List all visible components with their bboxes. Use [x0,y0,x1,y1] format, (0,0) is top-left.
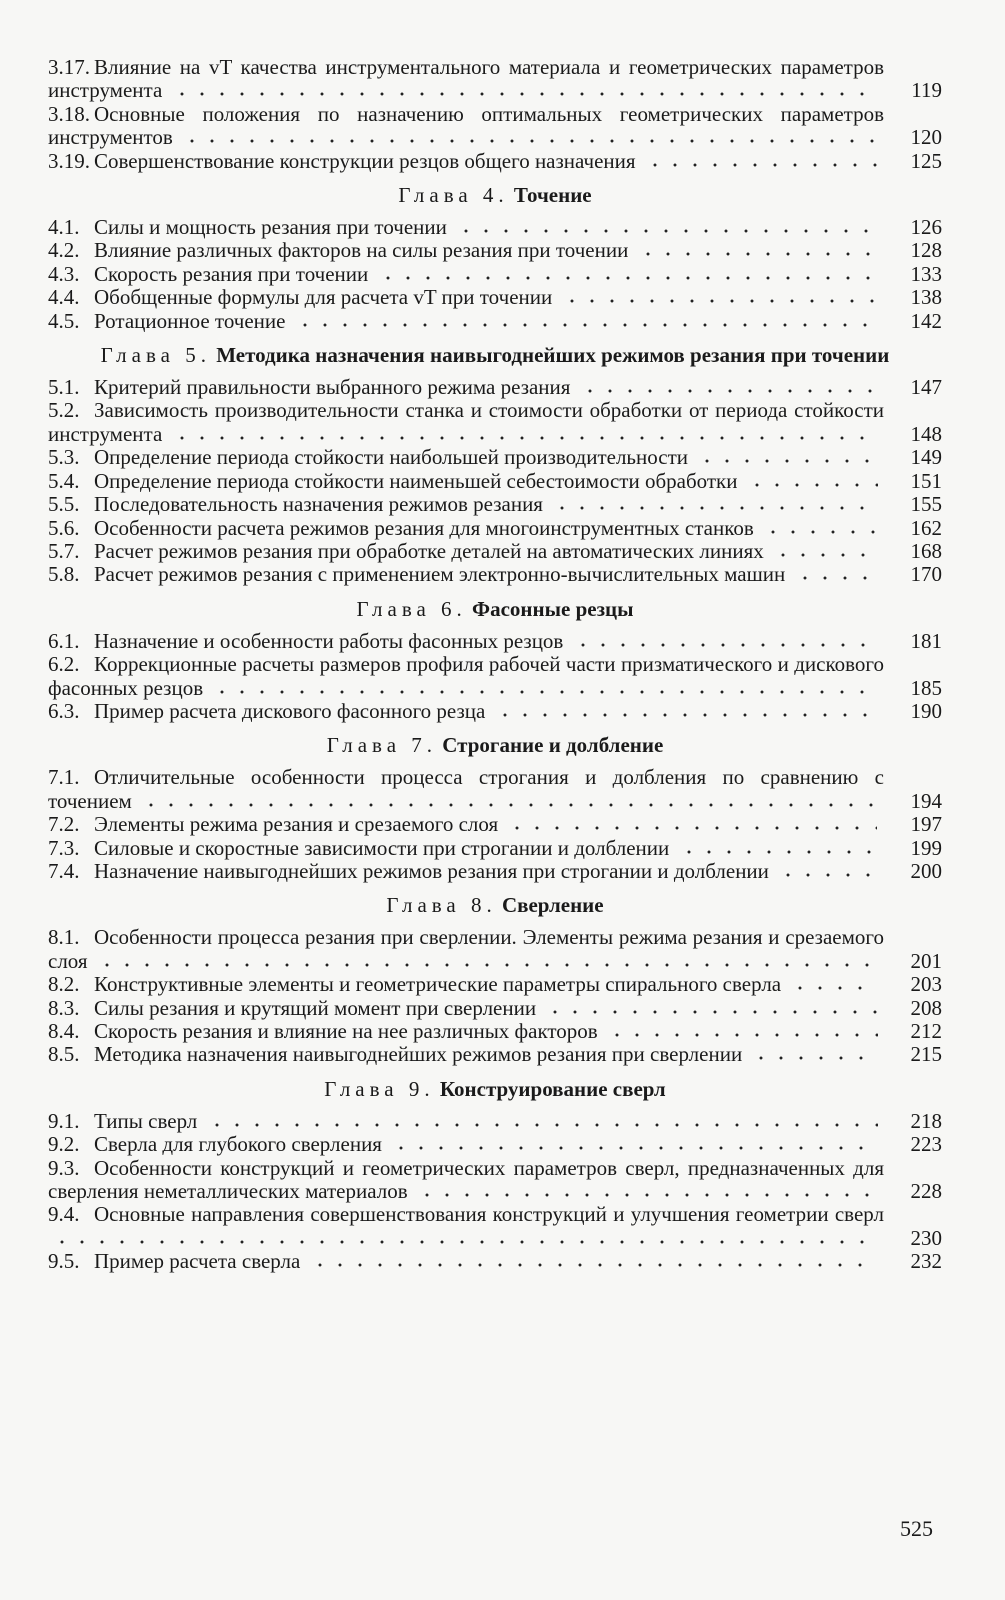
dot-leader [452,220,877,234]
toc-entry[interactable] [48,239,942,262]
section-title: Основные направления совершенствования конструкций и улучшения геометрии сверл [94,1202,884,1227]
section-title: Зависимость производительности станка и стоимости обработки от периода стойкости инструмента [48,398,884,446]
page-ref: 218 [910,1108,942,1133]
section-number: 5.2. [48,398,80,423]
section-title: Ротационное точение [94,308,286,333]
section-title: Влияние на vT качества инструментального материала и геометрических параметров инструмента [48,55,884,103]
section-title: Основные положения по назначению оптимальных геометрических параметров инструментов [48,101,884,150]
page-ref: 126 [910,215,942,240]
toc-entry[interactable] [48,263,942,286]
toc-entry[interactable] [48,310,942,333]
section-title: Назначение наивыгоднейших режимов резания при строгании и долблении [94,858,769,883]
toc-entry[interactable] [48,540,942,563]
section-title: Влияние различных факторов на силы резания при точении [94,238,629,263]
section-number: 5.1. [48,375,80,400]
page-ref: 203 [910,972,942,997]
section-number: 7.3. [48,835,80,860]
chapter-heading [48,1077,942,1101]
dot-leader [503,817,877,831]
toc-entry[interactable] [48,216,942,239]
toc-entry[interactable] [48,653,942,700]
page-ref: 148 [910,421,942,446]
chapter-heading [48,183,942,207]
toc-entry[interactable] [48,1250,942,1273]
section-title: Типы сверл [94,1108,198,1133]
page-ref: 199 [910,835,942,860]
section-number: 5.5. [48,492,80,517]
toc-entry[interactable] [48,150,942,173]
dot-leader [93,954,878,968]
section-number: 4.2. [48,238,80,263]
page-ref: 120 [910,125,942,150]
page-ref: 212 [910,1019,942,1043]
dot-leader [168,83,878,97]
toc-entry[interactable] [48,860,942,883]
chapter-heading [48,597,942,621]
dot-leader [548,497,877,511]
toc-entry[interactable] [48,1133,942,1156]
dot-leader [203,1114,878,1128]
page-ref: 168 [910,538,942,563]
toc-entry[interactable] [48,813,942,836]
page-ref: 185 [910,675,942,700]
section-title: Силы и мощность резания при точении [94,215,447,240]
table-of-contents [48,56,942,1274]
section-title: Определение периода стойкости наибольшей производительности [94,445,689,470]
chapter-title: Точение [513,183,592,208]
dot-leader [576,380,878,394]
dot-leader [374,267,878,281]
page-ref: 162 [910,515,942,540]
section-number: 4.5. [48,308,80,333]
section-number: 9.3. [48,1155,80,1180]
chapter-label: Глава 8. [386,893,497,918]
toc-entry[interactable] [48,997,942,1020]
section-number: 9.5. [48,1249,80,1274]
page-ref: 228 [910,1179,942,1204]
section-number: 4.1. [48,215,80,240]
section-title: Обобщенные формулы для расчета vT при точении [94,285,553,310]
toc-entry[interactable] [48,470,942,493]
dot-leader [786,977,877,991]
section-number: 8.2. [48,972,80,997]
page-ref: 208 [910,995,942,1020]
dot-leader [743,474,878,488]
section-title: Силовые и скоростные зависимости при строгании и долблении [94,835,670,860]
dot-leader [603,1024,878,1038]
chapter-heading [48,733,942,757]
dot-leader [569,634,878,648]
toc-entry[interactable] [48,376,942,399]
toc-entry[interactable] [48,926,942,973]
page-ref: 119 [911,78,942,103]
page-ref: 201 [910,948,942,973]
toc-entry[interactable] [48,286,942,309]
section-title: Совершенствование конструкции резцов общего назначения [94,148,636,173]
section-title: Особенности процесса резания при сверлении. Элементы режима резания и срезаемого слоя [48,925,884,973]
chapter-heading [48,343,942,367]
page-ref: 151 [910,468,942,493]
chapter-label: Глава 5. [100,343,211,368]
section-number: 5.3. [48,445,80,470]
chapter-title: Методика назначения наивыгоднейших режимов резания при точении [216,343,890,368]
toc-entry[interactable] [48,103,942,150]
section-number: 9.4. [48,1202,80,1227]
dot-leader [641,154,878,168]
toc-entry[interactable] [48,1043,942,1066]
section-title: Расчет режимов резания с применением электронно-вычислительных машин [94,562,786,587]
dot-leader [759,521,877,535]
chapter-label: Глава 4. [398,183,509,208]
dot-leader [387,1137,877,1151]
dot-leader [208,681,877,695]
dot-leader [774,864,877,878]
page-ref: 230 [910,1225,942,1250]
toc-entry[interactable] [48,837,942,860]
toc-entry[interactable] [48,1110,942,1133]
section-number: 3.18. [48,101,90,126]
dot-leader [791,567,878,581]
section-title: Коррекционные расчеты размеров профиля рабочей части призматического и дискового фасонных резцов [48,652,884,700]
section-number: 3.17. [48,55,90,79]
chapter-title: Конструирование сверл [439,1076,666,1101]
section-number: 4.3. [48,261,80,286]
toc-entry[interactable] [48,446,942,469]
chapter-label: Глава 7. [326,733,438,758]
section-title: Особенности конструкций и геометрических параметров сверл, предназначенных для сверления неметаллических материалов [48,1155,884,1204]
chapter-title: Строгание и долбление [442,733,664,758]
dot-leader [168,427,878,441]
section-title: Сверла для глубокого сверления [94,1132,382,1157]
section-title: Расчет режимов резания при обработке деталей на автоматических линиях [94,538,764,563]
page-ref: 149 [910,445,942,470]
section-title: Конструктивные элементы и геометрические параметры спирального сверла [94,972,782,997]
dot-leader [558,290,878,304]
section-title: Последовательность назначения режимов резания [94,492,543,517]
page-ref: 142 [910,308,942,333]
dot-leader [291,314,878,328]
section-number: 4.4. [48,285,80,310]
dot-leader [491,704,878,718]
section-number: 7.2. [48,812,80,837]
dot-leader [634,243,878,257]
dot-leader [413,1184,878,1198]
section-title: Назначение и особенности работы фасонных резцов [94,628,564,653]
dot-leader [747,1047,877,1061]
page-ref: 190 [910,698,942,723]
section-title: Силы резания и крутящий момент при сверлении [94,995,537,1020]
toc-entry[interactable] [48,56,942,103]
toc-entry[interactable] [48,493,942,516]
page-ref: 170 [910,562,942,587]
page-ref: 138 [910,285,942,310]
toc-entry[interactable] [48,399,942,446]
section-number: 9.1. [48,1108,80,1133]
page-ref: 232 [910,1249,942,1274]
page-ref: 200 [910,858,942,883]
section-title: Пример расчета дискового фасонного резца [94,698,486,723]
section-number: 8.5. [48,1042,80,1067]
toc-entry[interactable] [48,1203,942,1250]
section-title: Определение периода стойкости наименьшей себестоимости обработки [94,468,738,493]
section-number: 5.6. [48,515,80,540]
page-ref: 194 [910,788,942,813]
section-number: 8.1. [48,925,80,950]
section-number: 7.4. [48,858,80,883]
dot-leader [693,450,877,464]
section-title: Особенности расчета режимов резания для многоинструментных станков [94,515,754,540]
chapter-label: Глава 6. [356,596,467,621]
section-number: 3.19. [48,148,90,173]
section-number: 6.2. [48,652,80,677]
dot-leader [769,544,878,558]
section-number: 8.4. [48,1019,80,1043]
page-number: 525 [900,1516,933,1541]
dot-leader [137,794,877,808]
section-title: Пример расчета сверла [94,1249,301,1274]
page-ref: 215 [910,1042,942,1067]
section-title: Методика назначения наивыгоднейших режимов резания при сверлении [94,1042,743,1067]
toc-entry[interactable] [48,1020,942,1043]
section-title: Элементы режима резания и срезаемого слоя [94,812,499,837]
page-ref: 125 [910,148,942,173]
toc-entry[interactable] [48,973,942,996]
section-number: 5.8. [48,562,80,587]
section-number: 5.4. [48,468,80,493]
section-title: Отличительные особенности процесса строгания и долбления по сравнению с точением [48,765,884,813]
section-title: Скорость резания и влияние на нее различных факторов [94,1019,598,1043]
section-number: 7.1. [48,765,80,790]
page-ref: 155 [910,492,942,517]
page-ref: 128 [910,238,942,263]
section-number: 8.3. [48,995,80,1020]
page-ref: 197 [910,812,942,837]
toc-entry[interactable] [48,630,942,653]
dot-leader [541,1001,877,1015]
toc-entry[interactable] [48,563,942,586]
section-title: Скорость резания при точении [94,261,369,286]
toc-entry[interactable] [48,766,942,813]
page-ref: 147 [910,375,942,400]
page-ref: 223 [910,1132,942,1157]
page-ref: 181 [910,628,942,653]
chapter-heading [48,893,942,917]
dot-leader [306,1254,878,1268]
chapter-title: Фасонные резцы [472,596,634,621]
section-number: 5.7. [48,538,80,563]
dot-leader [675,841,878,855]
dot-leader [48,1231,878,1245]
chapter-label: Глава 9. [324,1076,435,1101]
page-ref: 133 [910,261,942,286]
dot-leader [178,130,877,144]
toc-entry[interactable] [48,1157,942,1204]
section-title: Критерий правильности выбранного режима резания [94,375,571,400]
section-number: 6.1. [48,628,80,653]
toc-entry[interactable] [48,700,942,723]
toc-entry[interactable] [48,517,942,540]
section-number: 9.2. [48,1132,80,1157]
section-number: 6.3. [48,698,80,723]
chapter-title: Сверление [501,893,604,918]
